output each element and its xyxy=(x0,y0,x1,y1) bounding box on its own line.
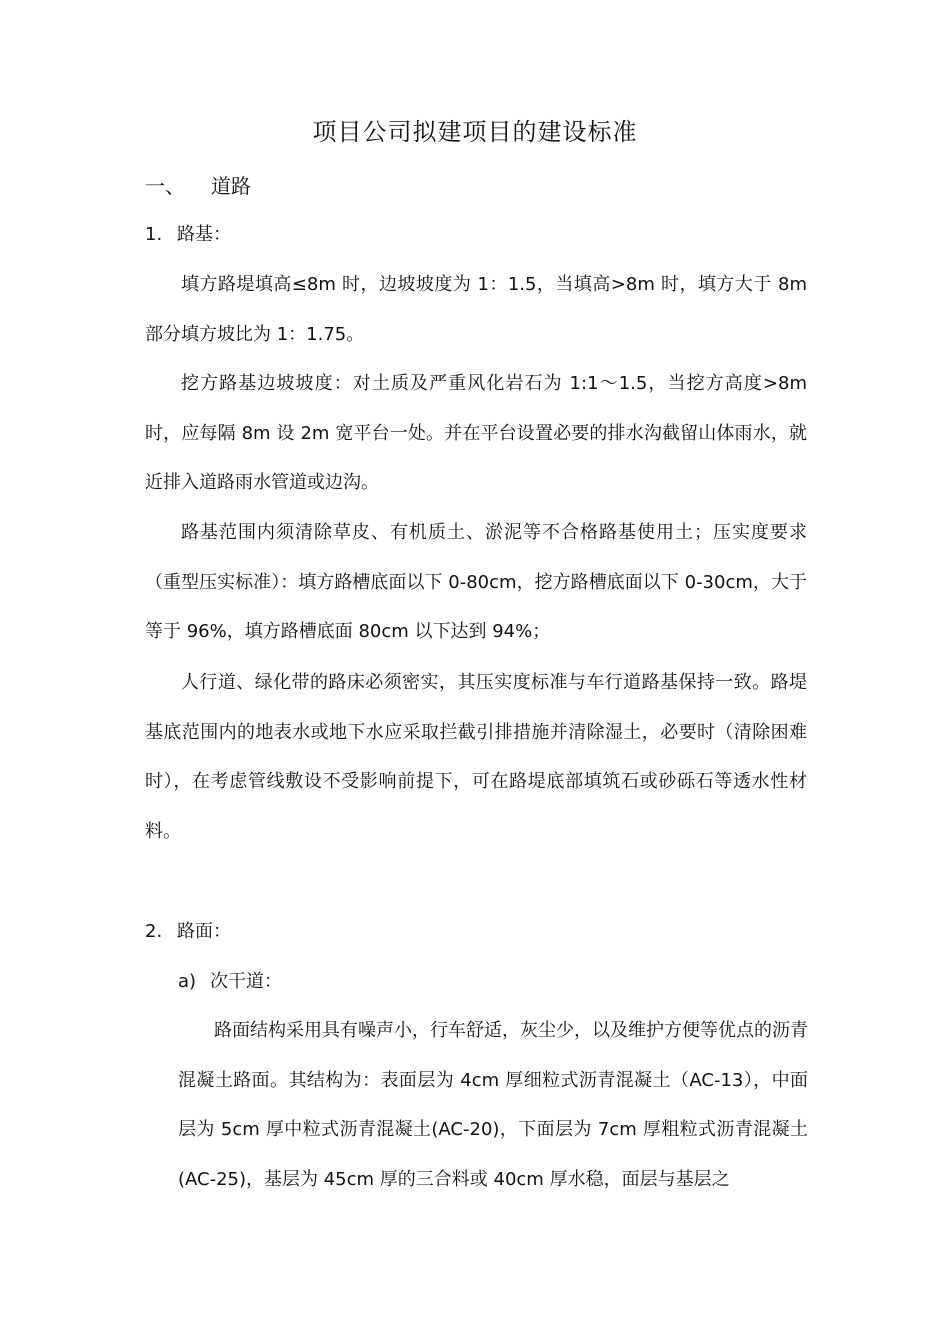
paragraph-subgrade-clearing: 路基范围内须清除草皮、有机质土、淤泥等不合格路基使用土；压实度要求（重型压实标准）：填方路槽底面以下 0-80cm，挖方路槽底面以下 0-30cm，大于等于 96%，填方路槽底面 80cm 以下达到 94%； xyxy=(145,522,807,643)
document-title: 项目公司拟建项目的建设标准 xyxy=(312,118,638,146)
item-label: 路基： xyxy=(177,224,231,245)
item-number: 2. xyxy=(145,921,163,942)
subitem-number: a) xyxy=(178,971,197,992)
item-heading-pavement xyxy=(145,916,231,948)
section-heading-roads xyxy=(145,170,251,202)
item-heading-subgrade xyxy=(145,219,231,251)
subitem-label: 次干道： xyxy=(210,971,282,992)
paragraph-pavement-structure: 路面结构采用具有噪声小，行车舒适，灰尘少，以及维护方便等优点的沥青混凝土路面。其结构为：表面层为 4cm 厚细粒式沥青混凝土（AC-13），中面层为 5cm 厚中粒式沥青混凝土(AC-20)，下面层为 7cm 厚粗粒式沥青混凝土(AC-25)，基层为 45cm 厚的三合料或 40cm 厚水稳，面层与基层之 xyxy=(178,1020,808,1191)
subitem-heading-secondary-road xyxy=(178,966,282,998)
paragraph-sidewalk-bed: 人行道、绿化带的路床必须密实，其压实度标准与车行道路基保持一致。路堤基底范围内的地表水或地下水应采取拦截引排措施并清除湿土，必要时（清除困难时），在考虑管线敷设不受影响前提下，可在路堤底部填筑石或砂砾石等透水性材料。 xyxy=(145,672,807,843)
paragraph-fill-embankment: 填方路堤填高≤8m 时，边坡坡度为 1：1.5，当填高>8m 时，填方大于 8m 部分填方坡比为 1：1.75。 xyxy=(145,274,807,345)
section-label: 道路 xyxy=(211,174,251,198)
item-label: 路面： xyxy=(177,921,231,942)
item-number: 1. xyxy=(145,224,163,245)
paragraph-cut-slope: 挖方路基边坡坡度：对土质及严重风化岩石为 1:1～1.5，当挖方高度>8m 时，应每隔 8m 设 2m 宽平台一处。并在平台设置必要的排水沟截留山体雨水，就近排入道路雨水管道或边沟。 xyxy=(145,373,807,494)
section-number: 一、 xyxy=(145,174,185,198)
